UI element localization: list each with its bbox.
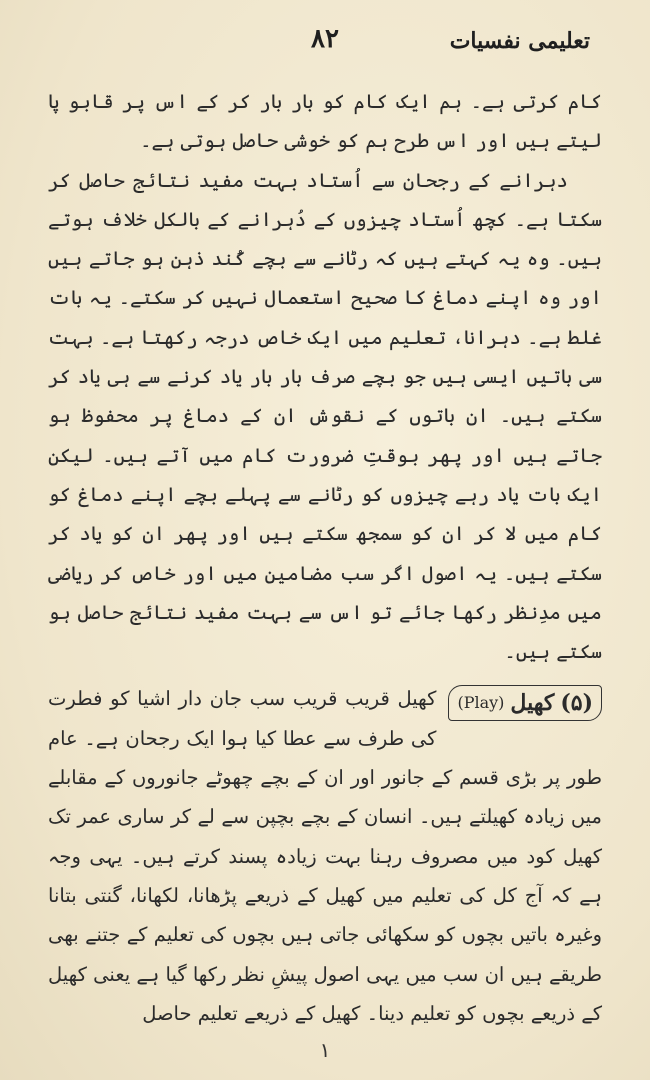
- section-title: کھیل: [510, 690, 555, 717]
- section-number: (۵): [560, 690, 593, 717]
- page-header: [60, 24, 590, 64]
- section-title-english: (Play): [457, 693, 505, 713]
- paragraph-play: کھیل قریب قریب سب جان دار اشیا کو فطرت کی طرف سے عطا کیا ہوا ایک رجحان ہے۔ عام طور پر بڑی قسم کے جانور اور ان کے بچے چھوٹے جانوروں کے مقابلے میں زیادہ کھیلتے ہیں۔ انسان کے بچے بچپن سے لے کر ساری عمر تک کھیل کود میں مصروف رہنا بہت زیادہ پسند کرتے ہیں۔ یہی وجہ ہے کہ آج کل کی تعلیم میں کھیل کے ذریعے پڑھانا، لکھانا، گنتی بتانا وغیرہ باتیں بچوں کو سکھائی جاتی ہیں بچوں کی تعلیم کے جتنے بھی طریقے ہیں ان سب میں یہی اصول پیشِ نظر رکھا گیا ہے یعنی کھیل کے ذریعے بچوں کو تعلیم دینا۔ کھیل کے ذریعے تعلیم حاصل: [48, 687, 602, 1025]
- paragraph-repetition: دہرانے کے رجحان سے اُستاد بہت مفید نتائج حاصل کر سکتا ہے۔ کچھ اُستاد چیزوں کے دُہرانے کے بالکل خلاف ہوتے ہیں۔ وہ یہ کہتے ہیں کہ رٹانے سے بچے کُند ذہن ہو جاتے ہیں اور وہ اپنے دماغ کا صحیح استعمال نہیں کر سکتے۔ یہ بات غلط ہے۔ دہرانا، تعلیم میں ایک خاص درجہ رکھتا ہے۔ بہت سی باتیں ایسی ہیں جو بچے صرف بار بار یاد کرنے سے ہی یاد کر سکتے ہیں۔ ان باتوں کے نقوش ان کے دماغ پر محفوظ ہو جاتے ہیں اور پھر بوقتِ ضرورت کام میں آتے ہیں۔ لیکن ایک بات یاد رہے چیزوں کو رٹانے سے پہلے بچے اپنے دماغ کو کام میں لا کر ان کو سمجھ سکتے ہیں اور پھر ان کو یاد کر سکتے ہیں۔ یہ اصول اگر سب مضامین میں اور خاص کر ریاضی میں مدِنظر رکھا جائے تو اس سے بہت مفید نتائج حاصل ہو سکتے ہیں۔: [48, 168, 602, 664]
- page-number: ۸۲: [311, 24, 339, 54]
- section-heading: [448, 685, 602, 721]
- paragraph-continuation: کام کرتی ہے۔ ہم ایک کام کو بار بار کر کے اس پر قابو پا لیتے ہیں اور اس طرح ہم کو خوشی حاصل ہوتی ہے۔: [48, 90, 602, 153]
- signature-mark: ۱: [319, 1038, 331, 1062]
- section-play: [48, 679, 602, 1033]
- page-body: [48, 82, 602, 1033]
- running-title: تعلیمی نفسیات: [449, 28, 590, 54]
